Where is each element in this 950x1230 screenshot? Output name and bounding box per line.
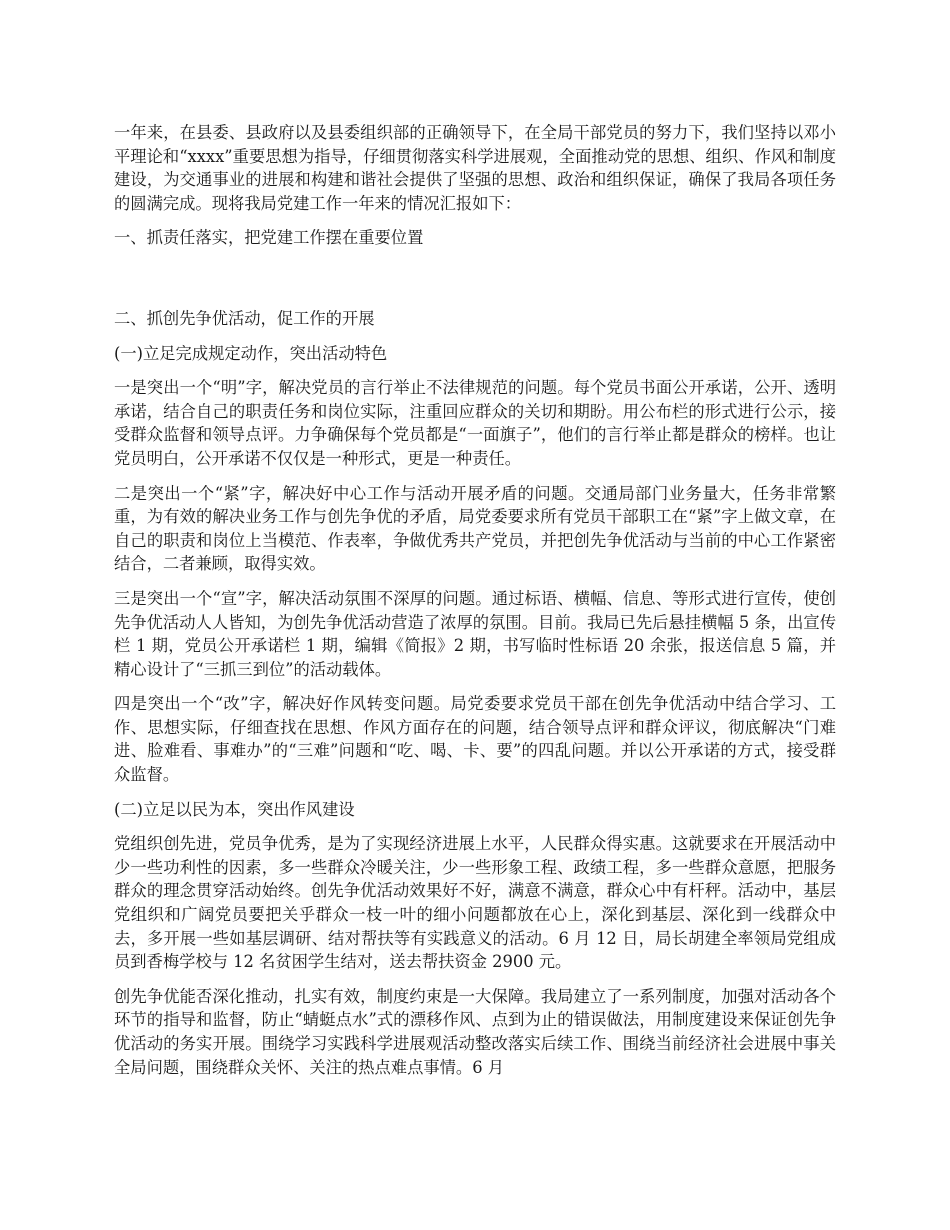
- paragraph-jin: 二是突出一个“紧”字，解决好中心工作与活动开展矛盾的问题。交通局部门业务量大，任务非常繁重，为有效的解决业务工作与创先争优的矛盾，局党委要求所有党员干部职工在“紧”字上做文章，在自己的职责和岗位上当模范、作表率，争做优秀共产党员，并把创先争优活动与当前的中心工作紧密结合，二者兼顾，取得实效。: [114, 483, 836, 574]
- document-body: [114, 121, 836, 1090]
- intro-paragraph: 一年来，在县委、县政府以及县委组织部的正确领导下，在全局干部党员的努力下，我们坚持以邓小平理论和“xxxx”重要思想为指导，仔细贯彻落实科学进展观，全面推动党的思想、组织、作风和制度建设，为交通事业的进展和构建和谐社会提供了坚强的思想、政治和组织保证，确保了我局各项任务的圆满完成。现将我局党建工作一年来的情况汇报如下：: [114, 123, 836, 213]
- subsection-1-heading: (一)立足完成规定动作，突出活动特色: [114, 343, 388, 363]
- subsection-2-heading: (二)立足以民为本，突出作风建设: [114, 799, 355, 819]
- paragraph-people: 党组织创先进，党员争优秀，是为了实现经济进展上水平，人民群众得实惠。这就要求在开展活动中少一些功利性的因素，多一些群众冷暖关注，少一些形象工程、政绩工程，多一些群众意愿，把服务群众的理念贯穿活动始终。创先争优活动效果好不好，满意不满意，群众心中有杆秤。活动中，基层党组织和广阔党员要把关乎群众一枝一叶的细小问题都放在心上，深化到基层、深化到一线群众中去，多开展一些如基层调研、结对帮扶等有实践意义的活动。6 月 12 日，局长胡建全率领局党组成员到香梅学校与 12 名贫困学生结对，送去帮扶资金 2900 元。: [114, 834, 836, 972]
- paragraph-xuan: 三是突出一个“宣”字，解决活动氛围不深厚的问题。通过标语、横幅、信息、等形式进行宣传，使创先争优活动人人皆知，为创先争优活动营造了浓厚的氛围。目前。我局已先后悬挂横幅 5 条，出宣传栏 1 期，党员公开承诺栏 1 期，编辑《简报》2 期，书写临时性标语 20 余张，报送信息 5 篇，并精心设计了“三抓三到位”的活动载体。: [114, 588, 836, 679]
- section-1-heading: 一、抓责任落实，把党建工作摆在重要位置: [114, 228, 424, 248]
- blank-spacer: [114, 261, 836, 307]
- paragraph-gai: 四是突出一个“改”字，解决好作风转变问题。局党委要求党员干部在创先争优活动中结合学习、工作、思想实际，仔细查找在思想、作风方面存在的问题，结合领导点评和群众评议，彻底解决“门难进、脸难看、事难办”的“三难”问题和“吃、喝、卡、要”的四乱问题。并以公开承诺的方式，接受群众监督。: [114, 694, 836, 785]
- paragraph-system: 创先争优能否深化推动，扎实有效，制度约束是一大保障。我局建立了一系列制度，加强对活动各个环节的指导和监督，防止“蜻蜓点水”式的漂移作风、点到为止的错误做法，用制度建设来保证创先争优活动的务实开展。围绕学习实践科学进展观活动整改落实后续工作、围绕当前经济社会进展中事关全局问题，围绕群众关怀、关注的热点难点事情。6 月: [114, 986, 836, 1077]
- paragraph-ming: 一是突出一个“明”字，解决党员的言行举止不法律规范的问题。每个党员书面公开承诺，公开、透明承诺，结合自己的职责任务和岗位实际，注重回应群众的关切和期盼。用公布栏的形式进行公示，接受群众监督和领导点评。力争确保每个党员都是“一面旗子”，他们的言行举止都是群众的榜样。也让党员明白，公开承诺不仅仅是一种形式，更是一种责任。: [114, 378, 836, 468]
- section-2-heading: 二、抓创先争优活动，促工作的开展: [114, 308, 375, 328]
